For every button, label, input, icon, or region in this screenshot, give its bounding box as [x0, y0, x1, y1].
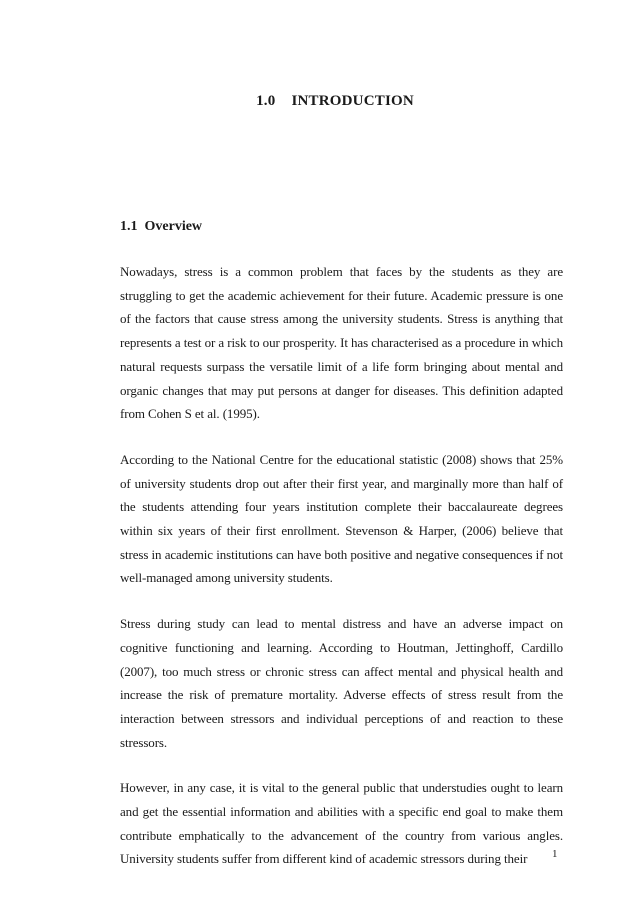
chapter-number: 1.0 — [256, 93, 276, 109]
paragraph: Nowadays, stress is a common problem that faces by the students as they are struggling to get the academic achievement for their future. Academic pressure is one of the factors that cause stress among the university students. Stress is anything that represents a test or a risk to our prosperity. It has characterised as a procedure in which natural requests surpass the versatile limit of a life form bringing about mental and organic changes that may put persons at danger for diseases. This definition adapted from Cohen S et al. (1995). — [120, 264, 563, 422]
chapter-title-text: INTRODUCTION — [291, 93, 414, 109]
chapter-title — [0, 93, 638, 110]
body-text — [120, 260, 563, 893]
page-number: 1 — [552, 848, 558, 860]
paragraph: According to the National Centre for the educational statistic (2008) shows that 25% of university students drop out after their first year, and marginally more than half of the students attending four years institution complete their baccalaureate degrees within six years of their first enrollment. Stevenson & Harper, (2006) believe that stress in academic institutions can have both positive and negative consequences if not well-managed among university students. — [120, 451, 563, 586]
section-heading — [120, 219, 202, 235]
section-title-text: Overview — [144, 219, 203, 234]
paragraph: However, in any case, it is vital to the general public that understudies ought to learn and get the essential information and abilities with a specific end goal to make them contribute emphatically to the advancement of the country from various angles. University students suffer from different kind of academic stressors during their — [120, 780, 563, 867]
paragraph: Stress during study can lead to mental distress and have an adverse impact on cognitive functioning and learning. According to Houtman, Jettinghoff, Cardillo (2007), too much stress or chronic stress can affect mental and physical health and increase the risk of premature mortality. Adverse effects of stress result from the interaction between stressors and individual perceptions of and reaction to these stressors. — [120, 616, 563, 750]
section-number: 1.1 — [120, 219, 138, 234]
